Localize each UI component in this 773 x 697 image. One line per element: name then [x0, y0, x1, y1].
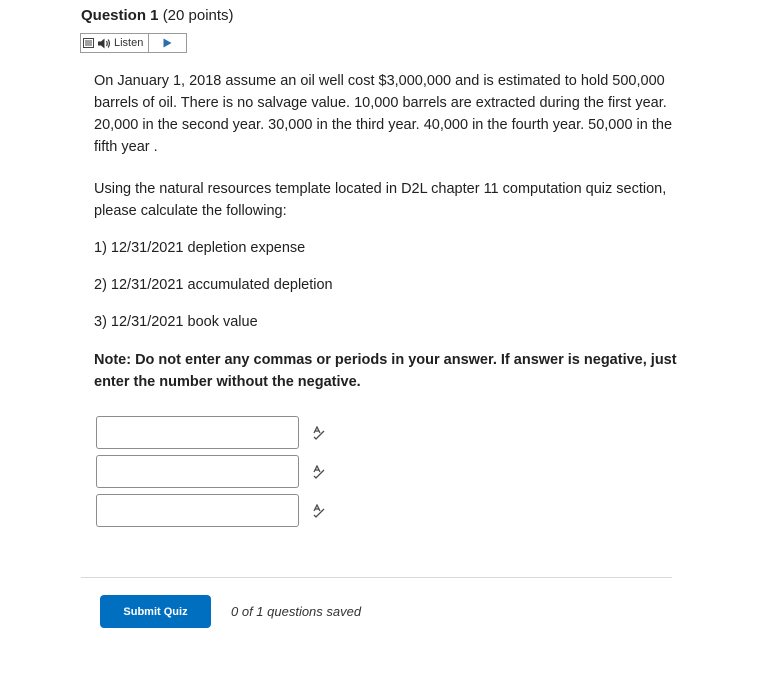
- spellcheck-icon[interactable]: [311, 503, 327, 519]
- menu-icon[interactable]: [81, 34, 96, 52]
- answer-row: [96, 494, 327, 527]
- requirement-1: 1) 12/31/2021 depletion expense: [94, 240, 306, 256]
- answer-row: [96, 416, 327, 449]
- question-instructions: Using the natural resources template located in D2L chapter 11 computation quiz section, please calculate the following:: [94, 181, 667, 219]
- listen-button[interactable]: [96, 34, 149, 52]
- requirement-2: 2) 12/31/2021 accumulated depletion: [94, 277, 333, 293]
- spellcheck-icon[interactable]: [311, 464, 327, 480]
- spellcheck-icon[interactable]: [311, 425, 327, 441]
- question-points: (20 points): [162, 7, 234, 24]
- speaker-icon: [98, 38, 111, 49]
- question-body: [94, 70, 679, 393]
- answer-fields: [96, 416, 327, 533]
- answer-input-3[interactable]: [96, 494, 299, 527]
- answer-input-2[interactable]: [96, 455, 299, 488]
- answer-note: Note: Do not enter any commas or periods in your answer. If answer is negative, just enter the number without the negative.: [94, 352, 677, 390]
- submit-quiz-button[interactable]: Submit Quiz: [100, 595, 211, 628]
- listen-toolbar: [80, 33, 187, 53]
- listen-label: Listen: [114, 37, 144, 49]
- requirement-3: 3) 12/31/2021 book value: [94, 314, 258, 330]
- answer-input-1[interactable]: [96, 416, 299, 449]
- question-intro: On January 1, 2018 assume an oil well cost $3,000,000 and is estimated to hold 500,000 barrels of oil. There is no salvage value. 10,000 barrels are extracted during the first year. 20,000 in the second year. 30,000 in the third year. 40,000 in the fourth year. 50,000 in the fifth year .: [94, 73, 673, 155]
- footer-divider: [81, 577, 672, 578]
- play-icon[interactable]: [149, 34, 186, 52]
- saved-status: 0 of 1 questions saved: [231, 604, 362, 619]
- question-header: [81, 7, 234, 25]
- question-title: Question 1: [81, 7, 159, 24]
- answer-row: [96, 455, 327, 488]
